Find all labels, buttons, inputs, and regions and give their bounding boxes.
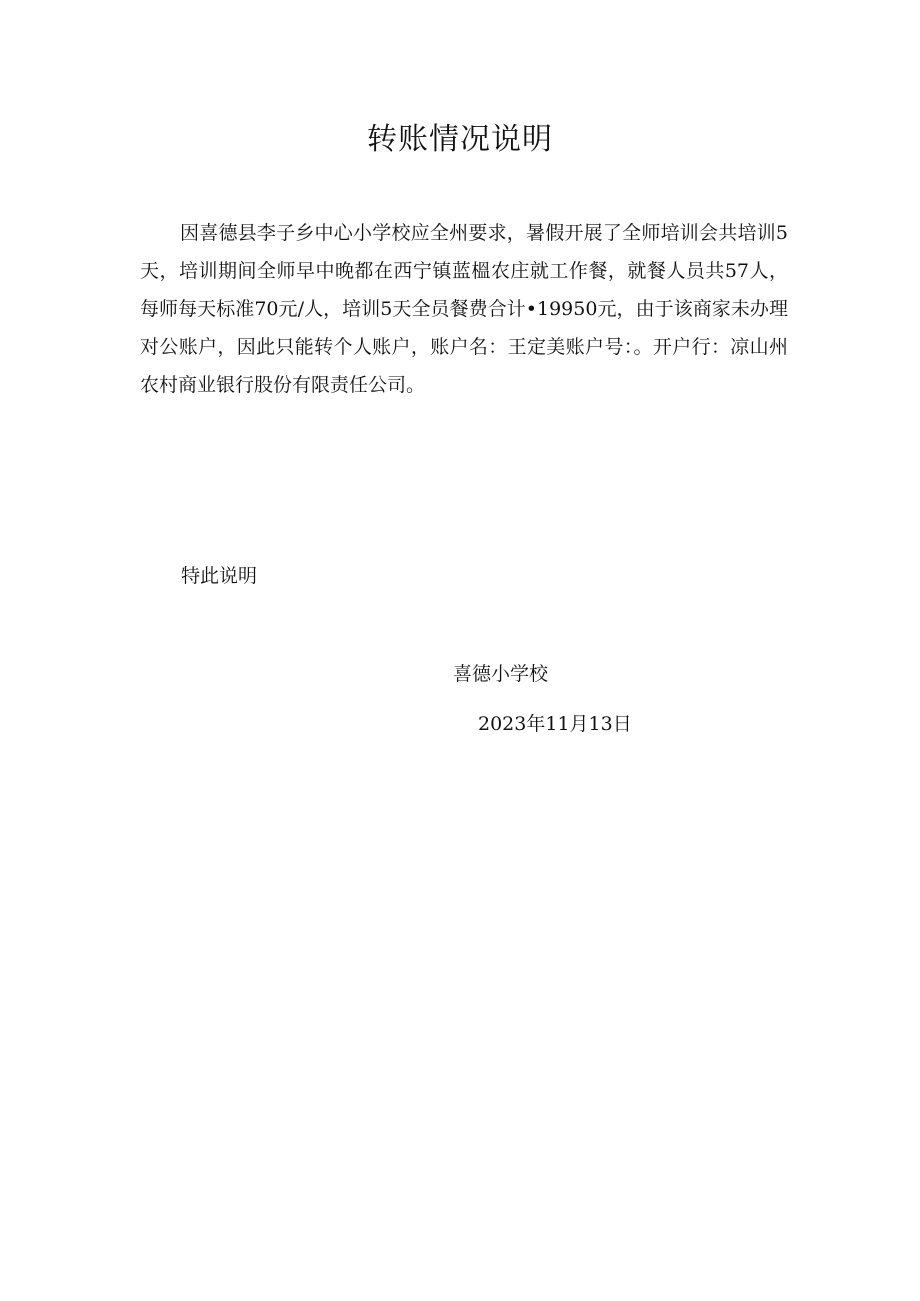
document-date: 2023年11月13日 xyxy=(478,713,632,735)
document-body: 因喜德县李子乡中心小学校应全州要求，暑假开展了全师培训会共培训5天，培训期间全师早中晚都在西宁镇蓝榲农庄就工作餐，就餐人员共57人，每师每天标准70元/人，培训5天全员餐费合计•19950元，由于该商家未办理对公账户，因此只能转个人账户，账户名：王定美账户号：。开户行：凉山州农村商业银行股份有限责任公司。 xyxy=(140,222,788,396)
document-title: 转账情况说明 xyxy=(367,122,553,157)
signer-name: 喜德小学校 xyxy=(453,663,549,685)
closing-statement: 特此说明 xyxy=(181,565,258,587)
